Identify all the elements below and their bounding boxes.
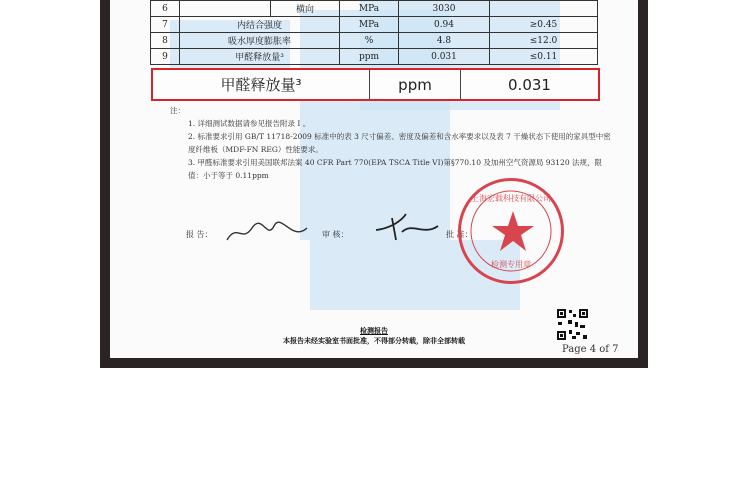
table-row xyxy=(151,49,598,65)
cell-no: 9 xyxy=(151,49,180,65)
cell-req: ≥0.45 xyxy=(490,17,598,33)
highlight-value: 0.031 xyxy=(508,75,551,94)
table-row xyxy=(151,17,598,33)
cell-no: 8 xyxy=(151,33,180,49)
cell-item xyxy=(180,1,271,17)
highlight-item: 甲醛释放量³ xyxy=(153,70,370,99)
cell-no: 7 xyxy=(151,17,180,33)
cell-unit: MPa xyxy=(340,17,399,33)
document-frame xyxy=(100,0,648,368)
report-page xyxy=(110,0,638,358)
cell-item: 吸水厚度膨胀率 xyxy=(180,33,340,49)
cell-unit: ppm xyxy=(340,49,399,65)
cell-value: 0.94 xyxy=(399,17,490,33)
cell-item: 内结合强度 xyxy=(180,17,340,33)
company-seal xyxy=(458,178,564,284)
qr-code-icon xyxy=(556,308,589,341)
report-label: 报 告： xyxy=(186,230,213,239)
cell-no: 6 xyxy=(151,1,180,17)
highlight-unit: ppm xyxy=(370,70,461,99)
note-item: 1. 详细测试数据请参见报告附录 I 。 xyxy=(188,119,311,128)
note-item: 2. 标准要求引用 GB/T 11718-2009 标准中的表 3 尺寸偏差、密度及偏差和含水率要求以及表 7 干燥状态下使用的家具型中密度纤维板（MDF-FN REG）性能要求。 xyxy=(188,132,611,154)
note-heading: 注： xyxy=(170,106,185,115)
cell-value: 4.8 xyxy=(399,33,490,49)
table-row xyxy=(151,33,598,49)
highlighted-formaldehyde-row xyxy=(151,68,600,101)
cell-value: 3030 xyxy=(399,1,490,17)
cell-req: ≤0.11 xyxy=(490,49,598,65)
cell-req: ≤12.0 xyxy=(490,33,598,49)
footer-title: 检测报告 xyxy=(360,326,388,335)
svg-text:上海宏载科技有限公司: 上海宏载科技有限公司 xyxy=(471,194,551,203)
approve-label: 批 准： xyxy=(446,230,473,239)
cell-unit: MPa xyxy=(340,1,399,17)
table-row xyxy=(151,1,598,17)
footer-note: 本报告未经实验室书面批准，不得部分转载，除非全部转载 xyxy=(283,336,465,345)
cell-value: 0.031 xyxy=(399,49,490,65)
page-number: Page 4 of 7 xyxy=(562,344,619,355)
review-label: 审 核： xyxy=(322,230,349,239)
report-signature xyxy=(222,218,312,248)
cell-item: 甲醛释放量³ xyxy=(180,49,340,65)
cell-sub: 横向 xyxy=(271,1,340,17)
note-item: 3. 甲醛标准要求引用美国联邦法案 40 CFR Part 770(EPA TSCA Title VI)第§770.10 及加州空气资源局 93120 法规，限值：小于等于 0.11ppm xyxy=(188,158,602,180)
cell-unit: % xyxy=(340,33,399,49)
cell-req xyxy=(490,1,598,17)
svg-text:检测专用章: 检测专用章 xyxy=(491,260,531,269)
spec-table xyxy=(150,0,598,65)
notes-section xyxy=(170,104,616,182)
review-signature xyxy=(372,210,442,246)
